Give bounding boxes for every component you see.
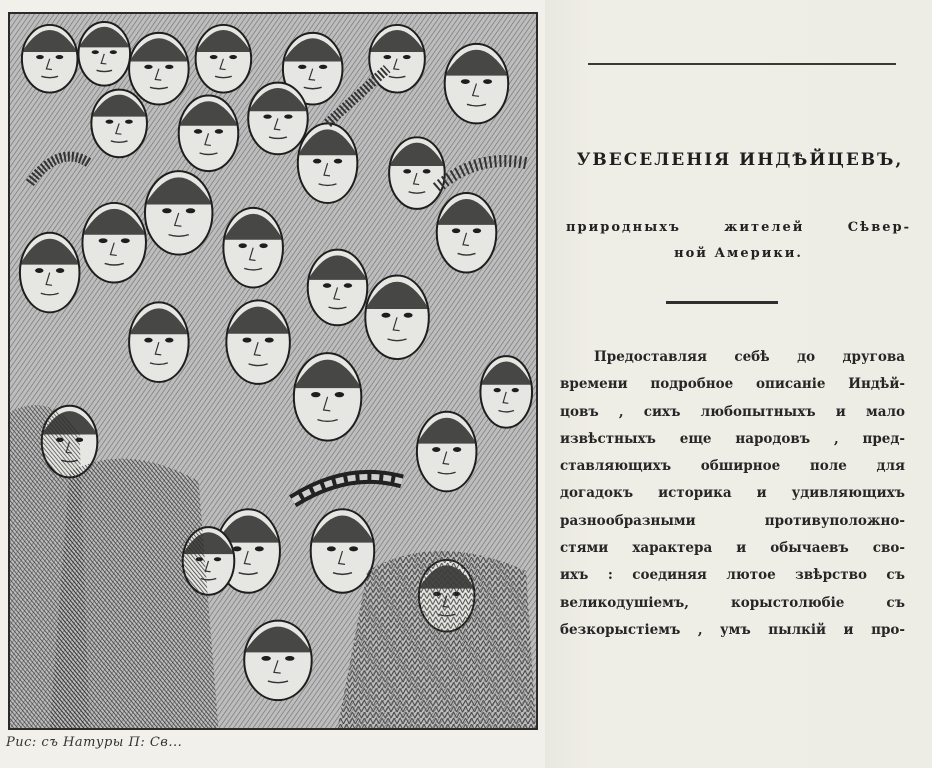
subtitle-line: природныхъ жителей Сѣвер- bbox=[566, 220, 911, 235]
body-line: догадокъ историка и удивляющихъ bbox=[560, 485, 905, 502]
body-line: Предоставляя себѣ до другова bbox=[594, 349, 905, 365]
illustration-caption: Рис: съ Натуры П: Св... bbox=[6, 735, 183, 750]
body-line: ставляющихъ обширное поле для bbox=[560, 458, 905, 475]
article-title: УВЕСЕЛЕНІЯ ИНДѢЙЦЕВЪ, bbox=[576, 150, 904, 170]
article-subtitle bbox=[566, 215, 911, 267]
top-rule bbox=[588, 63, 896, 65]
body-line: ихъ : соединяя лютое звѣрство съ bbox=[560, 567, 905, 584]
middle-rule bbox=[666, 301, 778, 304]
body-line: разнообразными противуположно- bbox=[560, 512, 905, 529]
body-line: времени подробное описаніе Индѣй- bbox=[560, 376, 905, 393]
engraving-illustration bbox=[8, 12, 538, 730]
engraving-artwork bbox=[10, 14, 536, 728]
body-line: великодушіемъ, корыстолюбіе съ bbox=[560, 594, 905, 611]
body-line: цовъ , сихъ любопытныхъ и мало bbox=[560, 403, 905, 420]
body-line: стями характера и обычаевъ сво- bbox=[560, 540, 905, 557]
body-line: безкорыстіемъ , умъ пылкій и про- bbox=[560, 621, 905, 638]
subtitle-line: ной Америки. bbox=[674, 246, 803, 261]
body-line: извѣстныхъ еще народовъ , пред- bbox=[560, 430, 905, 447]
article-body bbox=[560, 344, 905, 644]
